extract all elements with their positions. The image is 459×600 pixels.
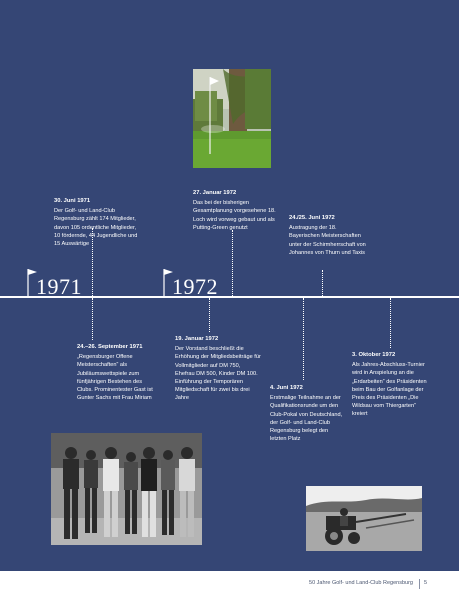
entry-text: Als Jahres-Abschluss-Turnier wird in Anspielung an die „Erdarbeiten“ des Präsidenten beim Bau der Golfanlage der Preis des Präsidenten „Die Wildsau vom Thiergarten“ kreiert: [352, 362, 427, 418]
timeline-entry: [352, 351, 432, 419]
entry-date: 4. Juni 1972: [270, 385, 303, 391]
entry-text: Der Golf- und Land-Club Regensburg zählt 174 Mitglieder, davon 105 ordentliche Mitglieder, 10 fördernde, 44 Jugendliche und 15 Auswärtige: [54, 208, 138, 248]
timeline-entry: [270, 384, 344, 443]
tractor-photo: [306, 486, 422, 551]
timeline-entry: [54, 197, 138, 248]
connector-line: [92, 298, 93, 340]
timeline-entry: [77, 343, 153, 402]
connector-line: [322, 270, 323, 296]
year-label-1971: 1971: [36, 274, 82, 299]
entry-text: Austragung der 18. Bayerischen Meisterschaften unter der Schirmherrschaft von Johannes von Thurn und Taxis: [289, 225, 366, 256]
entry-date: 27. Januar 1972: [193, 190, 237, 196]
putting-green-photo: [193, 69, 271, 168]
group-golfers-photo: [51, 433, 202, 545]
entry-text: Das bei der bisherigen Gesamtplanung vorgesehene 18. Loch wird vorweg gebaut und als Putting-Green genutzt: [193, 200, 276, 231]
entry-date: 24./25. Juni 1972: [289, 215, 335, 221]
timeline-entry: [289, 214, 367, 257]
connector-line: [232, 230, 233, 296]
connector-line: [209, 298, 210, 332]
footer-title: 50 Jahre Golf- und Land-Club Regensburg: [309, 580, 413, 586]
entry-date: 19. Januar 1972: [175, 336, 219, 342]
entry-date: 30. Juni 1971: [54, 198, 91, 204]
entry-date: 3. Oktober 1972: [352, 352, 396, 358]
entry-text: Erstmalige Teilnahme an der Qualifikationsrunde um den Club-Pokal von Deutschland, der Golf- und Land-Club Regensburg belegt den letzten Platz: [270, 395, 343, 443]
year-label-1972: 1972: [172, 274, 218, 299]
entry-text: „Regensburger Offene Meisterschaften“ als Jubiläumswettspiele zum fünfjährigen Bestehen des Clubs. Prominentester Gast ist Gunter Sachs mit Frau Miriam: [77, 354, 153, 402]
entry-date: 24.–26. September 1971: [77, 344, 143, 350]
footer-separator: [419, 579, 420, 589]
timeline-entry: [175, 335, 261, 403]
timeline-entry: [193, 189, 277, 232]
connector-line: [390, 298, 391, 348]
page-number: 5: [424, 580, 428, 586]
connector-line: [303, 298, 304, 380]
entry-text: Der Vorstand beschließt die Erhöhung der Mitgliedsbeiträge für Vollmitglieder auf DM 750, Ehefrau DM 500, Kinder DM 100. Einführung der Temporären Mitgliedschaft für zwei bis drei Jahre: [175, 346, 261, 402]
